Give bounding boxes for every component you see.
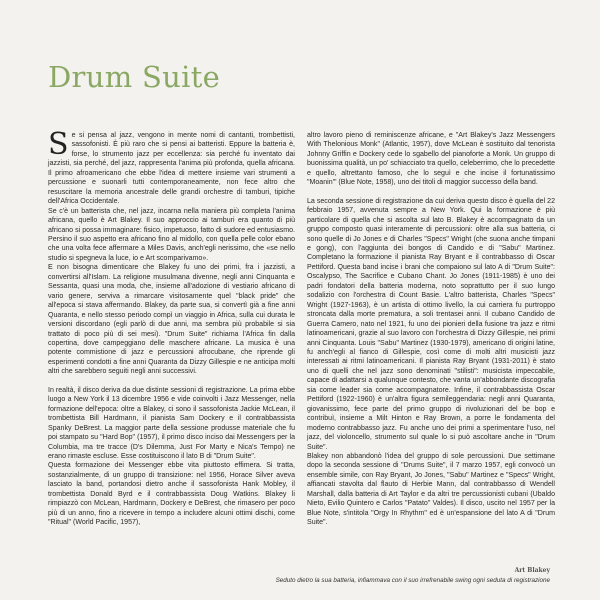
photo-credit: Art Blakey <box>514 567 550 574</box>
page-title: Drum Suite <box>48 60 221 94</box>
paragraph-4: In realtà, il disco deriva da due distinte sessioni di registrazione. La prima ebbe luogo a New York il 13 dicembre 1956 e vide coinvolti i Jazz Messenger, nella formazione dell'epoca: oltre a Blakey, ci sono il sassofonista Jackie McLean, il trombettista Bill Hardmann, il pianista Sam Dockery e il contrabbassista Spanky DeBrest. La maggior parte della sessione produsse materiale che fu poi stampato su "Hard Bop" (1957), il primo disco inciso dai Messengers per la Columbia, ma tre tracce (D's Dilemma, Just For Marty e Nica's Tempo) ne erano rimaste escluse. Esse costituiscono il lato B di "Drum Suite". <box>48 386 295 460</box>
left-column <box>48 127 295 528</box>
paragraph-8: Blakey non abbandonò l'idea del gruppo di sole percussioni. Due settimane dopo la seconda sessione di "Drums Suite", il 7 marzo 1957, egli convocò un ensemble simile, con Ray Bryant, Jo Jones, "Sabu" Martinez e "Specs" Wright, affiancati stavolta dal flauto di Herbie Mann, dal contrabbasso di Wendell Marshall, dalla batteria di Art Taylor e da altri tre percussionisti cubani (Ubaldo Nieto, Evilio Quintero e Carlos "Patato" Valdes). Il disco, uscito nel 1957 per la Blue Note, s'intitola "Orgy In Rhythm" ed è un'espansione del lato A di "Drum Suite". <box>307 452 555 527</box>
paragraph-text: e si pensa al jazz, vengono in mente nomi di cantanti, trombettisti, sassofonisti. È più raro che si pensi ai batteristi. Eppure la batteria è, forse, lo strumento jazz per eccellenza: sia perché fu inventato dai jazzisti, sia perché, del jazz, rappresenta l'anima più profonda, quella africana. Il primo afroamericano che ebbe l'idea di mettere insieme vari strumenti a percussione e suonarli tutti contemporaneamente, non fece altro che resuscitare la memoria ancestrale delle grandi orchestre di tamburi, tipiche dell'Africa Occidentale. <box>48 132 295 206</box>
paragraph-6: altro lavoro pieno di reminiscenze africane, e "Art Blakey's Jazz Messengers With Thelonious Monk" (Atlantic, 1957), dove McLean è sostituito dal tenorista Johnny Griffin e Dockery cede lo sgabello del pianoforte a Monk. Un gruppo di buonissima qualità, un po' schiacciato tra quello, celeberrimo, che lo precedette e quello, altrettanto famoso, che lo seguì e che incise il fortunatissimo "Moanin'" (Blue Note, 1958), uno dei titoli di maggior successo della band. <box>307 132 555 187</box>
paragraph-5: Questa formazione dei Messenger ebbe vita piuttosto effimera. Si tratta, sostanzialmente, di un gruppo di transizione: nel 1956, Horace Silver aveva lasciato la band, portandosi dietro anche il sassofonista Hank Mobley, il trombettista Donald Byrd e il contrabbassista Doug Watkins. Blakey li rimpiazzò con McLean, Hardmann, Dockery e DeBrest, che rimasero per poco più di un anno, fino a ricevere in tempo a includere alcuni ottimi dischi, come "Ritual" (World Pacific, 1957), <box>48 462 295 527</box>
paragraph-2: Se c'è un batterista che, nel jazz, incarna nella maniera più completa l'anima africana, quello è Art Blakey. Il suo approccio ai tamburi era quanto di più africano si possa immaginare: fisico, impetuoso, fatto di sudore ed entusiasmo. Persino il suo aspetto era africano fino al midollo, con quella pelle color ebano che una volta fece affermare a Miles Davis, anch'egli nerissimo, che «se nello studio si spegneva la luce, io e Art scomparivamo». <box>48 207 295 262</box>
paragraph-3: E non bisogna dimenticare che Blakey fu uno dei primi, fra i jazzisti, a convertirsi all'Islam. La religione musulmana divenne, negli anni Cinquanta e Sessanta, quasi una moda, che, insieme all'adozione di vestiario africano di vario genere, serviva a rimarcare visitosamente quel "black pride" che all'epoca si stava affermando. Blakey, da parte sua, si convertì già a fine anni Quaranta, e nello stesso periodo compì un viaggio in Africa, sulla cui durata le versioni discordano (egli parlò di due anni, ma sembra più probabile si sia trattato di poco più di sei mesi). "Drum Suite" richiama l'Africa fin dalla copertina, dove campeggiano delle maschere africane. La musica è una potente commistione di jazz e percussioni afrocubane, che riprende gli esperimenti condotti a fine anni Quaranta da Dizzy Gillespie e ne anticipa molti altri che sarebbero seguiti negli anni successivi. <box>48 264 295 376</box>
right-column <box>307 131 555 528</box>
photo-caption: Seduto dietro la sua batteria, infiammava con il suo irrefrenabile swing ogni seduta di registrazione <box>275 577 550 584</box>
paragraph-7: La seconda sessione di registrazione da cui deriva questo disco è quella del 22 febbraio 1957, avvenuta sempre a New York. Qui la formazione è più particolare di quella che si ascolta sul lato B. Blakey è accompagnato da un gruppo composto quasi interamente di percussioni: oltre alla sua batteria, ci sono quelle di Jo Jones e di Charles "Specs" Wright (che suona anche timpani e gong), con l'aggiunta dei bongos di Candido e di "Sabu" Martinez. Completano la formazione il pianista Ray Bryant e il contrabbasso di Oscar Pettiford. Questa band incise i brani che compaiono sul lato A di "Drum Suite": Oscalypso, The Sacrifice e Cubano Chant. Jo Jones (1911-1985) è uno dei padri fondatori della batteria moderna, noto soprattutto per il suo lungo sodalizio con l'orchestra di Count Basie. L'altro batterista, Charles "Specs" Wright (1927-1963), è un artista di ottimo livello, la cui carriera fu purtroppo stroncata dalla morte prematura, a soli trentasei anni. Il cubano Candido de Guerra Camero, nato nel 1921, fu uno dei pionieri della fusione tra jazz e ritmi latinoamericani, grazie al suo lavoro con l'orchestra di Dizzy Gillespie, nei primi anni Cinquanta. Louis "Sabu" Martinez (1930-1979), americano di origini latine, fu anch'egli al fianco di Gillespie, così come di molti altri musicisti jazz interessati ai ritmi latinoamericani. Il pianista Ray Bryant (1931-2011) è stato uno di quelli che nel jazz sono denominati "stilisti": musicista impeccabile, capace di adattarsi a qualunque contesto, che vanta un'abbondante discografia sia come leader sia come accompagnatore. Infine, il contrabbassista Oscar Pettiford (1922-1960) è un'altra figura semileggendaria: negli anni Quaranta, giovanissimo, fece parte del primo gruppo di rivoluzionari del be bop e contribuì, insieme a Milt Hinton e Ray Brown, a porre le fondamenta del moderno contrabbasso jazz. Fu anche uno dei primi a sperimentare l'uso, nel jazz, del violoncello, strumento sul quale lo si può ascoltare anche in "Drum Suite". <box>307 197 555 451</box>
paragraph-1 <box>48 127 295 207</box>
dropcap: S <box>48 127 69 162</box>
